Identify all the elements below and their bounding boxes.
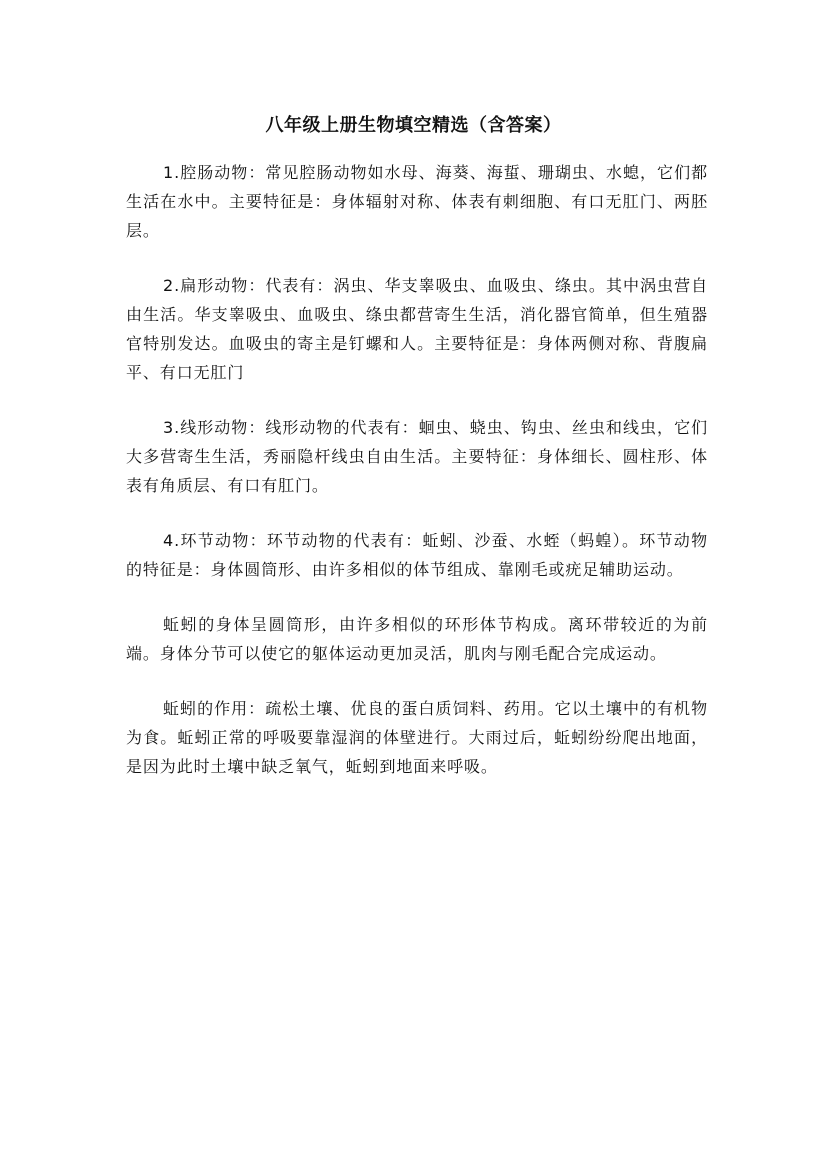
paragraph-earthworm-body: 蚯蚓的身体呈圆筒形，由许多相似的环形体节构成。离环带较近的为前端。身体分节可以使它的躯体运动更加灵活，肌肉与刚毛配合完成运动。 — [126, 615, 708, 663]
document-body — [126, 158, 708, 807]
document-title: 八年级上册生物填空精选（含答案） — [265, 115, 562, 136]
paragraph-earthworm-role: 蚯蚓的作用：疏松土壤、优良的蛋白质饲料、药用。它以土壤中的有机物为食。蚯蚓正常的呼吸要靠湿润的体壁进行。大雨过后，蚯蚓纷纷爬出地面，是因为此时土壤中缺乏氧气，蚯蚓到地面来呼吸。 — [126, 699, 708, 776]
paragraph-roundworms: 3.线形动物：线形动物的代表有：蛔虫、蛲虫、钩虫、丝虫和线虫，它们大多营寄生生活，秀丽隐杆线虫自由生活。主要特征：身体细长、圆柱形、体表有角质层、有口有肛门。 — [126, 418, 708, 495]
paragraph-annelids: 4.环节动物：环节动物的代表有：蚯蚓、沙蚕、水蛭（蚂蝗）。环节动物的特征是：身体圆筒形、由许多相似的体节组成、靠刚毛或疣足辅助运动。 — [126, 531, 708, 579]
paragraph-coelenterates: 1.腔肠动物：常见腔肠动物如水母、海葵、海蜇、珊瑚虫、水螅，它们都生活在水中。主要特征是：身体辐射对称、体表有刺细胞、有口无肛门、两胚层。 — [126, 163, 708, 240]
paragraph-flatworms: 2.扁形动物：代表有：涡虫、华支睾吸虫、血吸虫、绦虫。其中涡虫营自由生活。华支睾吸虫、血吸虫、绦虫都营寄生生活，消化器官简单，但生殖器官特别发达。血吸虫的寄主是钉螺和人。主要特征是：身体两侧对称、背腹扁平、有口无肛门 — [126, 276, 708, 382]
